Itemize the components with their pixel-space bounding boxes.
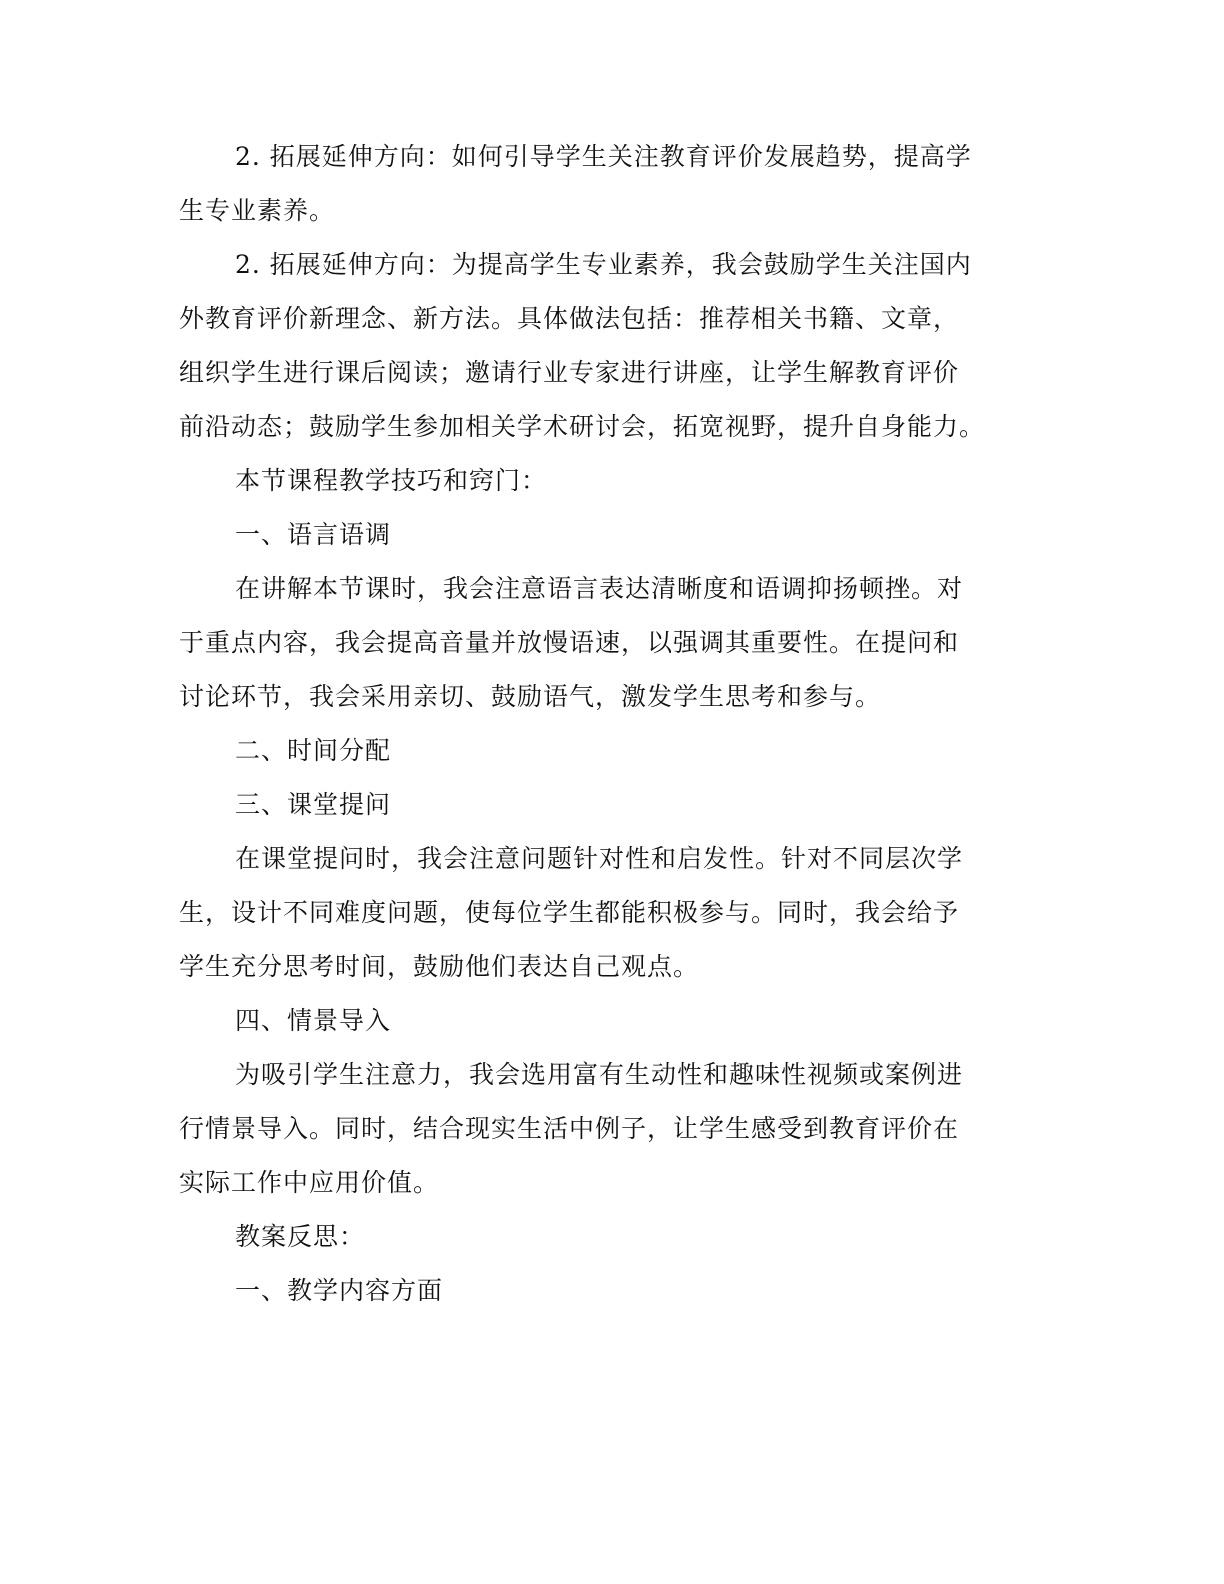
section-heading-teaching-tips bbox=[179, 454, 1059, 508]
text-line: 一、教学内容方面 bbox=[235, 1276, 444, 1305]
subheading-teaching-content bbox=[179, 1264, 1059, 1318]
text-line: 生专业素养。 bbox=[179, 196, 336, 225]
section-heading-lesson-reflection bbox=[179, 1210, 1059, 1264]
text-line: 于重点内容，我会提高音量并放慢语速，以强调其重要性。在提问和 bbox=[179, 628, 960, 657]
text-line: 外教育评价新理念、新方法。具体做法包括：推荐相关书籍、文章， bbox=[179, 304, 960, 333]
document-body bbox=[179, 130, 1059, 1318]
paragraph-extension-direction-2 bbox=[179, 238, 1059, 454]
text-line: 在讲解本节课时，我会注意语言表达清晰度和语调抑扬顿挫。对 bbox=[235, 574, 964, 603]
text-line: 生，设计不同难度问题，使每位学生都能积极参与。同时，我会给予 bbox=[179, 898, 960, 927]
text-line: 2. 拓展延伸方向：如何引导学生关注教育评价发展趋势，提高学 bbox=[235, 142, 972, 171]
text-line: 组织学生进行课后阅读；邀请行业专家进行讲座，让学生解教育评价 bbox=[179, 358, 960, 387]
subheading-scenario-introduction bbox=[179, 994, 1059, 1048]
subheading-classroom-questions bbox=[179, 778, 1059, 832]
paragraph-language-tone bbox=[179, 562, 1059, 724]
text-line: 前沿动态；鼓励学生参加相关学术研讨会，拓宽视野，提升自身能力。 bbox=[179, 412, 986, 441]
text-line: 实际工作中应用价值。 bbox=[179, 1168, 440, 1197]
text-line: 四、情景导入 bbox=[235, 1006, 392, 1035]
text-line: 行情景导入。同时，结合现实生活中例子，让学生感受到教育评价在 bbox=[179, 1114, 960, 1143]
text-line: 本节课程教学技巧和窍门： bbox=[235, 466, 548, 495]
text-line: 一、语言语调 bbox=[235, 520, 392, 549]
text-line: 三、课堂提问 bbox=[235, 790, 392, 819]
paragraph-extension-direction-1 bbox=[179, 130, 1059, 238]
text-line: 教案反思： bbox=[235, 1222, 366, 1251]
paragraph-classroom-questions bbox=[179, 832, 1059, 994]
text-line: 为吸引学生注意力，我会选用富有生动性和趣味性视频或案例进 bbox=[235, 1060, 964, 1089]
subheading-time-allocation bbox=[179, 724, 1059, 778]
text-line: 学生充分思考时间，鼓励他们表达自己观点。 bbox=[179, 952, 700, 981]
text-line: 在课堂提问时，我会注意问题针对性和启发性。针对不同层次学 bbox=[235, 844, 964, 873]
text-line: 讨论环节，我会采用亲切、鼓励语气，激发学生思考和参与。 bbox=[179, 682, 882, 711]
paragraph-scenario-introduction bbox=[179, 1048, 1059, 1210]
text-line: 二、时间分配 bbox=[235, 736, 392, 765]
subheading-language-tone bbox=[179, 508, 1059, 562]
text-line: 2. 拓展延伸方向：为提高学生专业素养，我会鼓励学生关注国内 bbox=[235, 250, 972, 279]
